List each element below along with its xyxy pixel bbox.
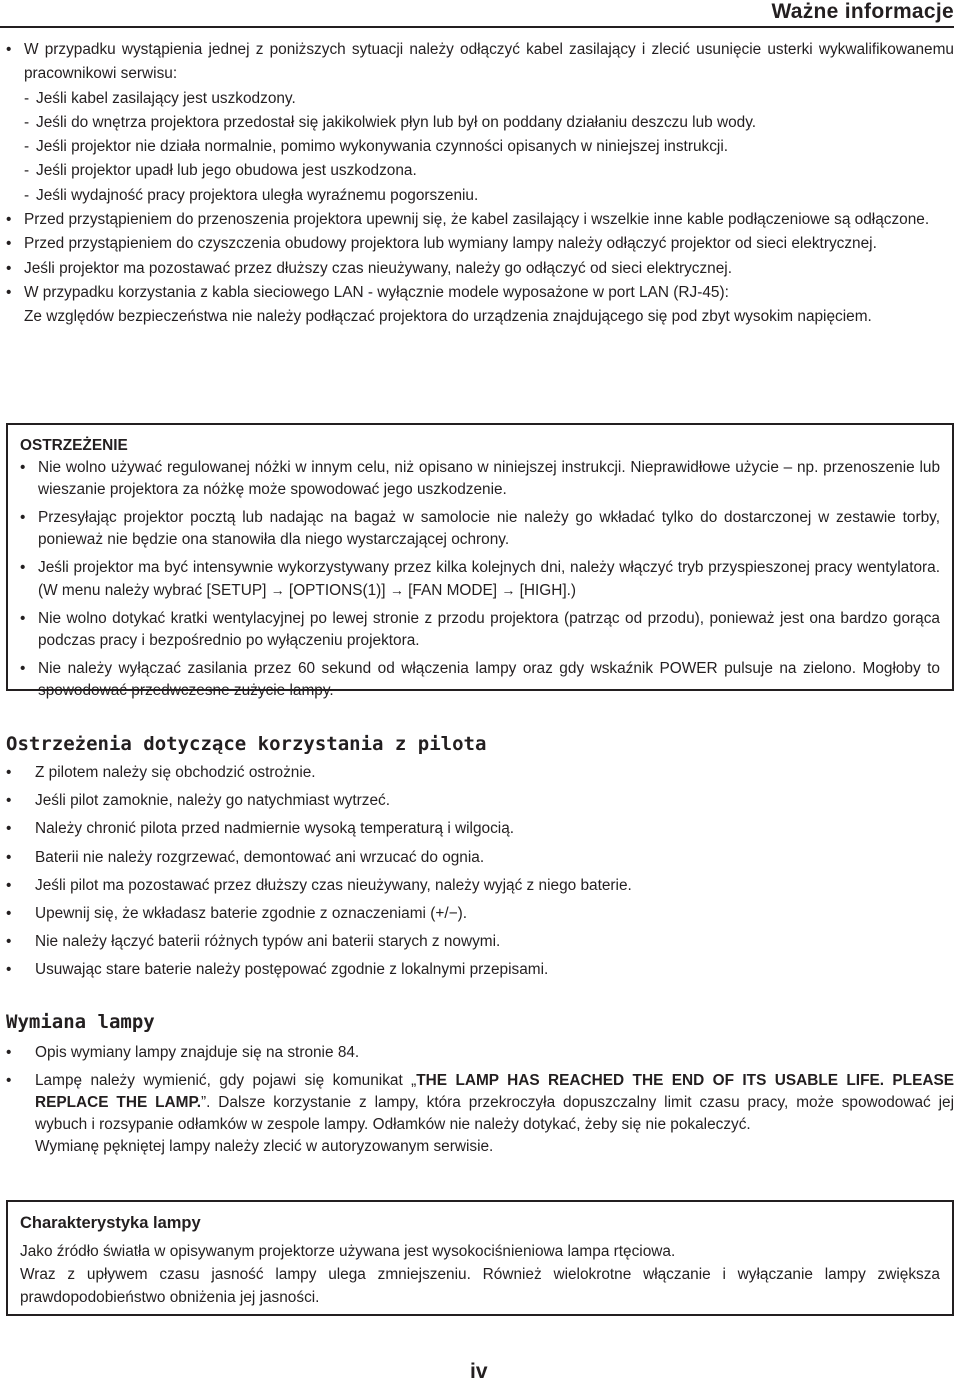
bullet-icon: • bbox=[6, 283, 12, 301]
intro-bullet bbox=[6, 232, 954, 256]
dash-text: Jeśli kabel zasilający jest uszkodzony. bbox=[36, 89, 296, 107]
page-header-title: Ważne informacje bbox=[771, 0, 954, 23]
list-item-text: Jeśli pilot zamoknie, należy go natychmiast wytrzeć. bbox=[35, 792, 390, 810]
intro-bullet-text: Przed przystąpieniem do przenoszenia projektora upewnij się, że kabel zasilający i wszelkie inne kable podłączeniowe są odłączone. bbox=[24, 211, 930, 229]
bullet-icon: • bbox=[6, 961, 12, 979]
arrow-right-icon: → bbox=[389, 582, 404, 598]
bullet-icon: • bbox=[6, 904, 12, 922]
header-rule bbox=[0, 26, 954, 28]
list-item bbox=[6, 875, 954, 897]
lamp-item-post: ”. Dalsze korzystanie z lampy, która przekroczyła dopuszczalny limit czasu pracy, może spowodować jej wybuch i rozsypanie odłamków w zespole lampy. Odłamków nie należy dotykać, żeby się nie pokaleczyć. bbox=[35, 1094, 954, 1134]
intro-bullet bbox=[6, 257, 954, 281]
bullet-icon: • bbox=[6, 792, 12, 810]
list-item-text: Należy chronić pilota przed nadmiernie wysoką temperaturą i wilgocią. bbox=[35, 820, 515, 838]
list-item bbox=[6, 1070, 954, 1158]
bullet-icon: • bbox=[6, 820, 12, 838]
menu-path-fan-mode: [FAN MODE] bbox=[408, 582, 498, 599]
intro-dash-item bbox=[6, 111, 954, 135]
list-item bbox=[6, 931, 954, 953]
intro-bullet-text: Ze względów bezpieczeństwa nie należy podłączać projektora do urządzenia znajdującego się pod zbyt wysokim napięciem. bbox=[24, 308, 872, 326]
remote-list bbox=[6, 762, 954, 988]
lamp-characteristics-box bbox=[6, 1200, 954, 1316]
bullet-icon: • bbox=[20, 559, 26, 576]
page-number: iv bbox=[470, 1360, 488, 1383]
list-item bbox=[6, 790, 954, 812]
bullet-icon: • bbox=[6, 211, 12, 229]
dash-text: Jeśli projektor nie działa normalnie, pomimo wykonywania czynności opisanych w niniejszej instrukcji. bbox=[36, 138, 729, 156]
list-item-text: Baterii nie należy rozgrzewać, demontować ani wrzucać do ognia. bbox=[35, 848, 485, 866]
list-item bbox=[6, 847, 954, 869]
bullet-icon: • bbox=[6, 41, 12, 58]
intro-bullet-text: Jeśli projektor ma pozostawać przez dłuższy czas nieużywany, należy go odłączyć od sieci elektrycznej. bbox=[24, 259, 732, 277]
dash-text: Jeśli do wnętrza projektora przedostał się jakikolwiek płyn lub był on poddany działaniu deszczu lub wody. bbox=[36, 113, 757, 131]
lamp-section-heading: Wymiana lampy bbox=[6, 1011, 155, 1033]
arrow-right-icon: → bbox=[270, 582, 285, 598]
bullet-icon: • bbox=[6, 259, 12, 277]
menu-path-options: [OPTIONS(1)] bbox=[288, 582, 386, 599]
dash-icon: - bbox=[24, 138, 30, 156]
remote-section-heading: Ostrzeżenia dotyczące korzystania z pilota bbox=[6, 733, 487, 755]
warning-box bbox=[6, 423, 954, 699]
bullet-icon: • bbox=[20, 660, 26, 677]
warning-item-text: Nie należy wyłączać zasilania przez 60 sekund od włączenia lampy oraz gdy wskaźnik POWER pulsuje na zielono. Mogłoby to spowodować przedwczesne zużycie lampy. bbox=[38, 660, 940, 699]
warning-item bbox=[20, 457, 940, 501]
intro-bullet-text: W przypadku wystąpienia jednej z poniższych sytuacji należy odłączyć kabel zasilający i zlecić usunięcie usterki wykwalifikowanemu pracownikowi serwisu: bbox=[24, 41, 954, 83]
bullet-icon: • bbox=[6, 235, 12, 253]
arrow-right-icon: → bbox=[501, 582, 516, 598]
bullet-icon: • bbox=[20, 509, 26, 526]
list-item bbox=[6, 1042, 954, 1064]
lamp-item-line2: Wymianę pękniętej lampy należy zlecić w autoryzowanym serwisie. bbox=[35, 1138, 494, 1156]
lamp-item-pre: Lampę należy wymienić, gdy pojawi się komunikat „ bbox=[35, 1072, 417, 1090]
list-item-text: Z pilotem należy się obchodzić ostrożnie. bbox=[35, 764, 316, 781]
warning-item-text: Jeśli projektor ma być intensywnie wykorzystywany przez kilka kolejnych dni, należy włączyć tryb przyspieszonej pracy wentylatora. (W menu należy wybrać [SETUP] bbox=[38, 559, 940, 599]
lamp-list bbox=[6, 1042, 954, 1164]
list-item-text: Jeśli pilot ma pozostawać przez dłuższy czas nieużywany, należy wyjąć z niego baterie. bbox=[35, 876, 632, 894]
list-item bbox=[6, 762, 954, 784]
warning-item-text: Przesyłając projektor pocztą lub nadając na bagaż w samolocie nie należy go wkładać tylko do dostarczonej w zestawie torby, ponieważ nie będzie ona stanowiła dla niego wystarczającej ochrony. bbox=[38, 509, 940, 548]
warning-item-text: Nie wolno używać regulowanej nóżki w innym celu, niż opisano w niniejszej instrukcji. Nieprawidłowe użycie – np. przenoszenie lub wieszanie projektora za nóżkę może spowodować jego uszkodzenie. bbox=[38, 459, 940, 498]
bullet-icon: • bbox=[20, 610, 26, 627]
characteristics-title: Charakterystyka lampy bbox=[20, 1214, 201, 1232]
dash-icon: - bbox=[24, 162, 30, 180]
intro-section bbox=[6, 38, 954, 330]
warning-item bbox=[20, 507, 940, 551]
warning-item bbox=[20, 608, 940, 652]
bullet-icon: • bbox=[6, 848, 12, 866]
list-item bbox=[6, 959, 954, 981]
menu-path-high: [HIGH].) bbox=[519, 582, 577, 599]
intro-bullet bbox=[6, 281, 954, 330]
intro-dash-item bbox=[6, 184, 954, 208]
dash-icon: - bbox=[24, 89, 30, 107]
intro-bullet bbox=[6, 38, 954, 87]
list-item bbox=[6, 903, 954, 925]
list-item bbox=[6, 818, 954, 840]
dash-text: Jeśli projektor upadł lub jego obudowa jest uszkodzona. bbox=[36, 162, 417, 180]
list-item-text: Nie należy łączyć baterii różnych typów ani baterii starych z nowymi. bbox=[35, 933, 501, 951]
bullet-icon: • bbox=[6, 1072, 12, 1090]
warning-title: OSTRZEŻENIE bbox=[20, 437, 128, 454]
list-item-text: Usuwając stare baterie należy postępować zgodnie z lokalnymi przepisami. bbox=[35, 961, 549, 979]
characteristics-paragraph: Wraz z upływem czasu jasność lampy ulega zmniejszeniu. Również wielokrotne włączanie i wyłączanie lampy zwiększa prawdopodobieństwo obniżenia jej jasności. bbox=[20, 1266, 940, 1306]
bullet-icon: • bbox=[6, 933, 12, 951]
dash-text: Jeśli wydajność pracy projektora uległa wyraźnemu pogorszeniu. bbox=[36, 186, 479, 204]
bullet-icon: • bbox=[6, 876, 12, 894]
bullet-icon: • bbox=[6, 1044, 12, 1061]
bullet-icon: • bbox=[20, 459, 26, 476]
lamp-message: THE LAMP HAS REACHED THE END OF ITS USABLE LIFE. PLEASE REPLACE THE LAMP. bbox=[35, 1072, 954, 1112]
intro-dash-item bbox=[6, 159, 954, 183]
warning-item-text: Nie wolno dotykać kratki wentylacyjnej po lewej stronie z przodu projektora (patrząc od przodu), ponieważ jest ona bardzo gorąca podczas pracy i bezpośrednio po wyłączeniu projektora. bbox=[38, 610, 940, 649]
bullet-icon: • bbox=[6, 764, 12, 781]
intro-dash-item bbox=[6, 87, 954, 111]
intro-bullet-text: Przed przystąpieniem do czyszczenia obudowy projektora lub wymiany lampy należy odłączyć projektor od sieci elektrycznej. bbox=[24, 235, 877, 253]
list-item-text: Upewnij się, że wkładasz baterie zgodnie z oznaczeniami (+/−). bbox=[35, 904, 468, 922]
warning-item bbox=[20, 557, 940, 602]
intro-dash-item bbox=[6, 135, 954, 159]
list-item-text: Opis wymiany lampy znajduje się na stronie 84. bbox=[35, 1044, 360, 1061]
characteristics-paragraph: Jako źródło światła w opisywanym projektorze używana jest wysokociśnieniowa lampa rtęciowa. bbox=[20, 1243, 676, 1260]
dash-icon: - bbox=[24, 186, 30, 204]
intro-bullet bbox=[6, 208, 954, 232]
dash-icon: - bbox=[24, 113, 30, 131]
warning-item bbox=[20, 658, 940, 702]
intro-bullet-text: W przypadku korzystania z kabla sieciowego LAN - wyłącznie modele wyposażone w port LAN (RJ-45): bbox=[24, 283, 729, 301]
